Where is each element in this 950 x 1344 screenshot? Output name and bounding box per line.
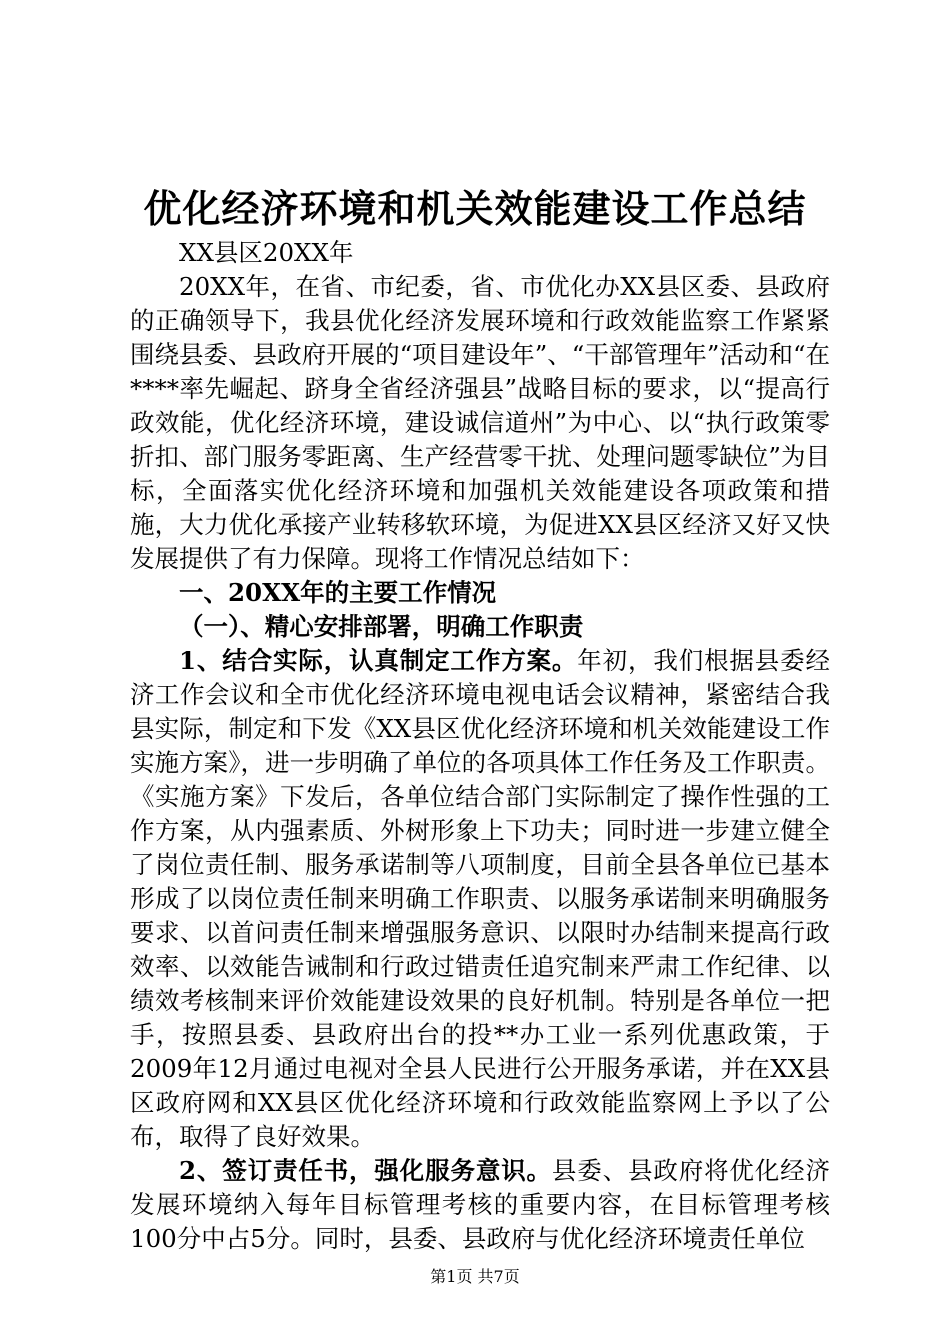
document-title: 优化经济环境和机关效能建设工作总结: [143, 186, 807, 231]
section-heading: 一、20XX年的主要工作情况: [179, 578, 497, 607]
page-indicator: 第1页 共7页: [430, 1267, 520, 1286]
item-2-paragraph: [130, 1154, 830, 1256]
item-1-lead: 1、结合实际，认真制定工作方案。: [179, 646, 578, 675]
item-2-text: 县委、县政府将优化经济发展环境纳入每年目标管理考核的重要内容，在目标管理考核100分中占5分。同时，县委、县政府与优化经济环境责任单位: [130, 1156, 831, 1253]
intro-paragraph: 20XX年，在省、市纪委，省、市优化办XX县区委、县政府的正确领导下，我县优化经济发展环境和行政效能监察工作紧紧围绕县委、县政府开展的“项目建设年”、“干部管理年”活动和“在****率先崛起、跻身全省经济强县”战略目标的要求，以“提高行政效能，优化经济环境，建设诚信道州”为中心、以“执行政策零折扣、部门服务零距离、生产经营零干扰、处理问题零缺位”为目标，全面落实优化经济环境和加强机关效能建设各项政策和措施，大力优化承接产业转移软环境，为促进XX县区经济又好又快发展提供了有力保障。现将工作情况总结如下：: [130, 272, 830, 573]
item-1-paragraph: [130, 644, 830, 1154]
subsection-heading: （一）、精心安排部署，明确工作职责: [179, 612, 584, 641]
item-1-text: 年初，我们根据县委经济工作会议和全市优化经济环境电视电话会议精神，紧密结合我县实际，制定和下发《XX县区优化经济环境和机关效能建设工作实施方案》，进一步明确了单位的各项具体工作任务及工作职责。《实施方案》下发后，各单位结合部门实际制定了操作性强的工作方案，从内强素质、外树形象上下功夫；同时进一步建立健全了岗位责任制、服务承诺制等八项制度，目前全县各单位已基本形成了以岗位责任制来明确工作职责、以服务承诺制来明确服务要求、以首问责任制来增强服务意识、以限时办结制来提高行政效率、以效能告诫制和行政过错责任追究制来严肃工作纪律、以绩效考核制来评价效能建设效果的良好机制。特别是各单位一把手，按照县委、县政府出台的投**办工业一系列优惠政策，于2009年12月通过电视对全县人民进行公开服务承诺，并在XX县区政府网和XX县区优化经济环境和行政效能监察网上予以了公布，取得了良好效果。: [130, 646, 831, 1151]
byline: XX县区20XX年: [179, 238, 354, 267]
document-body: [130, 236, 830, 1256]
item-2-lead: 2、签订责任书，强化服务意识。: [179, 1156, 552, 1185]
